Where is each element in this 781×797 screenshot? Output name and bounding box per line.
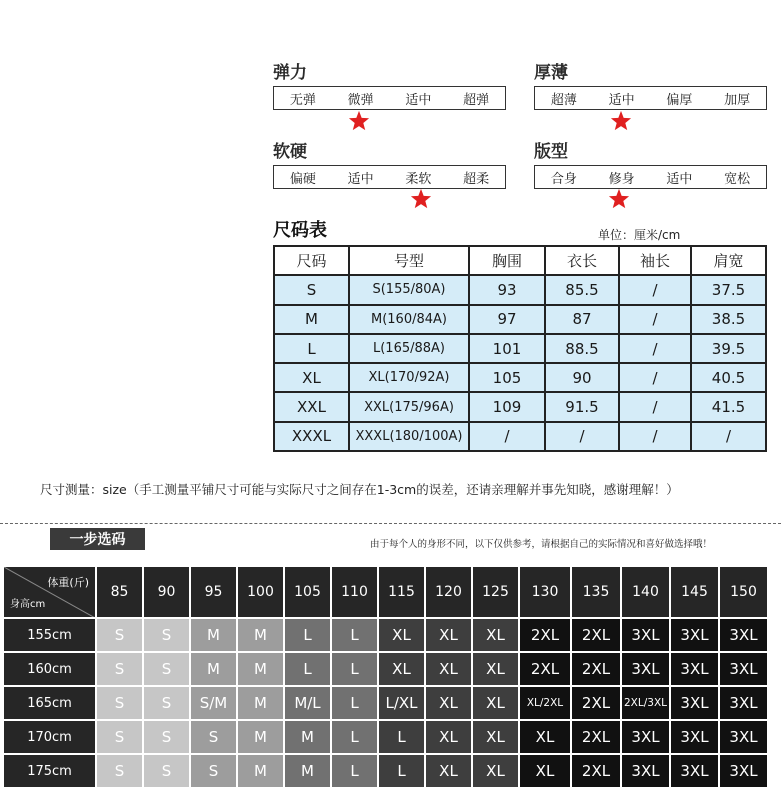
table-cell: / [469, 422, 545, 451]
size-cell: S [96, 618, 143, 652]
table-cell: 97 [469, 305, 545, 334]
size-cell: XL [425, 720, 472, 754]
header-cell: 号型 [349, 246, 469, 275]
weight-header-cell: 150 [719, 566, 768, 618]
size-cell: 2XL [571, 618, 621, 652]
weight-header-cell: 130 [519, 566, 571, 618]
size-cell: 3XL [719, 686, 768, 720]
size-cell: M [284, 754, 331, 788]
softness-title: 软硬 [273, 142, 307, 162]
table-cell: S [274, 275, 349, 304]
size-cell: S [96, 686, 143, 720]
header-cell: 袖长 [619, 246, 691, 275]
size-cell: L [331, 618, 378, 652]
size-cell: L [284, 652, 331, 686]
table-cell: / [691, 422, 766, 451]
elasticity-option: 超弹 [463, 92, 490, 108]
weight-header-cell: 85 [96, 566, 143, 618]
size-cell: M/L [284, 686, 331, 720]
size-guide-note: 由于每个人的身形不同，以下仅供参考，请根据自己的实际情况和喜好做选择哦！ [370, 539, 713, 550]
size-cell: 3XL [670, 618, 719, 652]
weight-header-cell: 100 [237, 566, 284, 618]
height-row-label: 175cm [3, 754, 96, 788]
table-row [3, 618, 768, 652]
table-cell: 39.5 [691, 334, 766, 363]
table-cell: XXXL [274, 422, 349, 451]
size-cell: S [143, 754, 190, 788]
weight-header-cell: 145 [670, 566, 719, 618]
table-row [274, 305, 766, 334]
size-guide-table [2, 565, 769, 789]
size-cell: XL [425, 618, 472, 652]
height-axis-label: 身高cm [10, 599, 46, 610]
size-cell: S [96, 754, 143, 788]
table-cell: M(160/84A) [349, 305, 469, 334]
table-row [274, 363, 766, 392]
size-cell: 2XL [571, 754, 621, 788]
weight-header-cell: 105 [284, 566, 331, 618]
weight-header-cell: 125 [472, 566, 519, 618]
size-cell: 3XL [621, 754, 670, 788]
size-cell: L [378, 720, 425, 754]
size-cell: XL [472, 754, 519, 788]
table-cell: 101 [469, 334, 545, 363]
thickness-option: 适中 [608, 92, 635, 108]
table-row [274, 275, 766, 304]
size-cell: L [284, 618, 331, 652]
size-cell: XL [472, 720, 519, 754]
elasticity-scale [273, 86, 506, 110]
table-cell: 93 [469, 275, 545, 304]
section-divider [0, 523, 781, 524]
thickness-scale [534, 86, 767, 110]
size-cell: XL [425, 686, 472, 720]
table-row [3, 720, 768, 754]
table-cell: 109 [469, 392, 545, 421]
size-cell: S [143, 618, 190, 652]
table-cell: / [619, 392, 691, 421]
size-chart-table [273, 245, 767, 452]
table-cell: M [274, 305, 349, 334]
table-cell: / [545, 422, 619, 451]
size-cell: S [143, 720, 190, 754]
elasticity-option: 无弹 [289, 92, 316, 108]
size-cell: S [190, 720, 237, 754]
fit-scale [534, 165, 767, 189]
size-cell: 3XL [719, 652, 768, 686]
size-cell: 3XL [670, 754, 719, 788]
table-cell: 90 [545, 363, 619, 392]
table-cell: L(165/88A) [349, 334, 469, 363]
table-cell: XL(170/92A) [349, 363, 469, 392]
weight-header-cell: 110 [331, 566, 378, 618]
size-cell: L [378, 754, 425, 788]
size-cell: XL [472, 652, 519, 686]
thickness-option: 加厚 [724, 92, 751, 108]
header-cell: 尺码 [274, 246, 349, 275]
size-cell: M [190, 652, 237, 686]
table-cell: 85.5 [545, 275, 619, 304]
elasticity-title: 弹力 [273, 63, 307, 83]
size-cell: 3XL [621, 652, 670, 686]
thickness-option: 偏厚 [666, 92, 693, 108]
size-cell: M [237, 618, 284, 652]
header-cell: 胸围 [469, 246, 545, 275]
weight-header-cell: 135 [571, 566, 621, 618]
size-cell: 2XL [571, 720, 621, 754]
size-cell: 2XL [519, 618, 571, 652]
size-cell: 3XL [621, 720, 670, 754]
size-cell: M [237, 652, 284, 686]
size-cell: 3XL [719, 720, 768, 754]
table-cell: / [619, 305, 691, 334]
height-row-label: 155cm [3, 618, 96, 652]
size-cell: 3XL [621, 618, 670, 652]
fit-title: 版型 [534, 142, 568, 162]
table-cell: 40.5 [691, 363, 766, 392]
softness-scale [273, 165, 506, 189]
size-cell: M [237, 686, 284, 720]
size-cell: L [331, 754, 378, 788]
table-row [274, 334, 766, 363]
size-cell: XL [472, 618, 519, 652]
fit-star-icon [608, 188, 630, 210]
table-cell: XXL [274, 392, 349, 421]
softness-option: 柔软 [405, 171, 432, 187]
table-cell: / [619, 363, 691, 392]
size-cell: XL [378, 652, 425, 686]
size-cell: XL [425, 652, 472, 686]
softness-option: 偏硬 [289, 171, 316, 187]
size-cell: 3XL [670, 686, 719, 720]
size-cell: M [237, 754, 284, 788]
table-cell: 38.5 [691, 305, 766, 334]
table-cell: S(155/80A) [349, 275, 469, 304]
weight-header-cell: 95 [190, 566, 237, 618]
size-cell: XL [472, 686, 519, 720]
weight-axis-label: 体重(斤) [47, 576, 89, 589]
elasticity-option: 微弹 [347, 92, 374, 108]
thickness-title: 厚薄 [534, 63, 568, 83]
size-cell: 3XL [670, 720, 719, 754]
size-chart-header-row [274, 246, 766, 275]
weight-header-cell: 140 [621, 566, 670, 618]
table-cell: 37.5 [691, 275, 766, 304]
table-cell: XL [274, 363, 349, 392]
table-row [3, 652, 768, 686]
table-cell: 88.5 [545, 334, 619, 363]
size-cell: 2XL/3XL [621, 686, 670, 720]
elasticity-option: 适中 [405, 92, 432, 108]
size-guide-title: 一步选码 [50, 528, 145, 550]
size-cell: M [237, 720, 284, 754]
table-cell: L [274, 334, 349, 363]
size-cell: XL [519, 754, 571, 788]
table-row [274, 422, 766, 451]
size-cell: 3XL [719, 618, 768, 652]
size-cell: S [96, 720, 143, 754]
size-cell: S [96, 652, 143, 686]
size-cell: S [143, 686, 190, 720]
measure-note: 尺寸测量：size（手工测量平铺尺寸可能与实际尺寸之间存在1-3cm的误差，还请亲理解并事先知晓，感谢理解！） [40, 482, 679, 497]
elasticity-star-icon [348, 110, 370, 132]
size-cell: XL [425, 754, 472, 788]
fit-option: 合身 [550, 171, 577, 187]
size-cell: XL/2XL [519, 686, 571, 720]
table-cell: 87 [545, 305, 619, 334]
size-chart-title: 尺码表 [273, 220, 327, 241]
fit-option: 适中 [666, 171, 693, 187]
table-cell: XXXL(180/100A) [349, 422, 469, 451]
size-guide-corner [3, 566, 96, 618]
weight-header-cell: 90 [143, 566, 190, 618]
header-cell: 肩宽 [691, 246, 766, 275]
softness-option: 适中 [347, 171, 374, 187]
table-row [274, 392, 766, 421]
size-guide-header-row [3, 566, 768, 618]
size-chart-unit: 单位：厘米/cm [598, 228, 681, 242]
table-cell: 91.5 [545, 392, 619, 421]
size-cell: 2XL [571, 686, 621, 720]
header-cell: 衣长 [545, 246, 619, 275]
size-cell: XL [378, 618, 425, 652]
height-row-label: 165cm [3, 686, 96, 720]
table-cell: XXL(175/96A) [349, 392, 469, 421]
fit-option: 宽松 [724, 171, 751, 187]
table-cell: / [619, 275, 691, 304]
size-cell: S [190, 754, 237, 788]
fit-option: 修身 [608, 171, 635, 187]
table-cell: 41.5 [691, 392, 766, 421]
size-cell: L/XL [378, 686, 425, 720]
size-cell: L [331, 686, 378, 720]
size-cell: S/M [190, 686, 237, 720]
softness-star-icon [410, 188, 432, 210]
size-cell: M [190, 618, 237, 652]
height-row-label: 160cm [3, 652, 96, 686]
softness-option: 超柔 [463, 171, 490, 187]
size-cell: 2XL [519, 652, 571, 686]
weight-header-cell: 120 [425, 566, 472, 618]
table-row [3, 754, 768, 788]
height-row-label: 170cm [3, 720, 96, 754]
size-cell: S [143, 652, 190, 686]
table-cell: / [619, 422, 691, 451]
thickness-option: 超薄 [550, 92, 577, 108]
size-cell: 2XL [571, 652, 621, 686]
table-cell: 105 [469, 363, 545, 392]
size-cell: L [331, 652, 378, 686]
table-row [3, 686, 768, 720]
table-cell: / [619, 334, 691, 363]
size-cell: 3XL [719, 754, 768, 788]
size-cell: 3XL [670, 652, 719, 686]
weight-header-cell: 115 [378, 566, 425, 618]
size-cell: L [331, 720, 378, 754]
size-cell: XL [519, 720, 571, 754]
size-cell: M [284, 720, 331, 754]
thickness-star-icon [610, 110, 632, 132]
